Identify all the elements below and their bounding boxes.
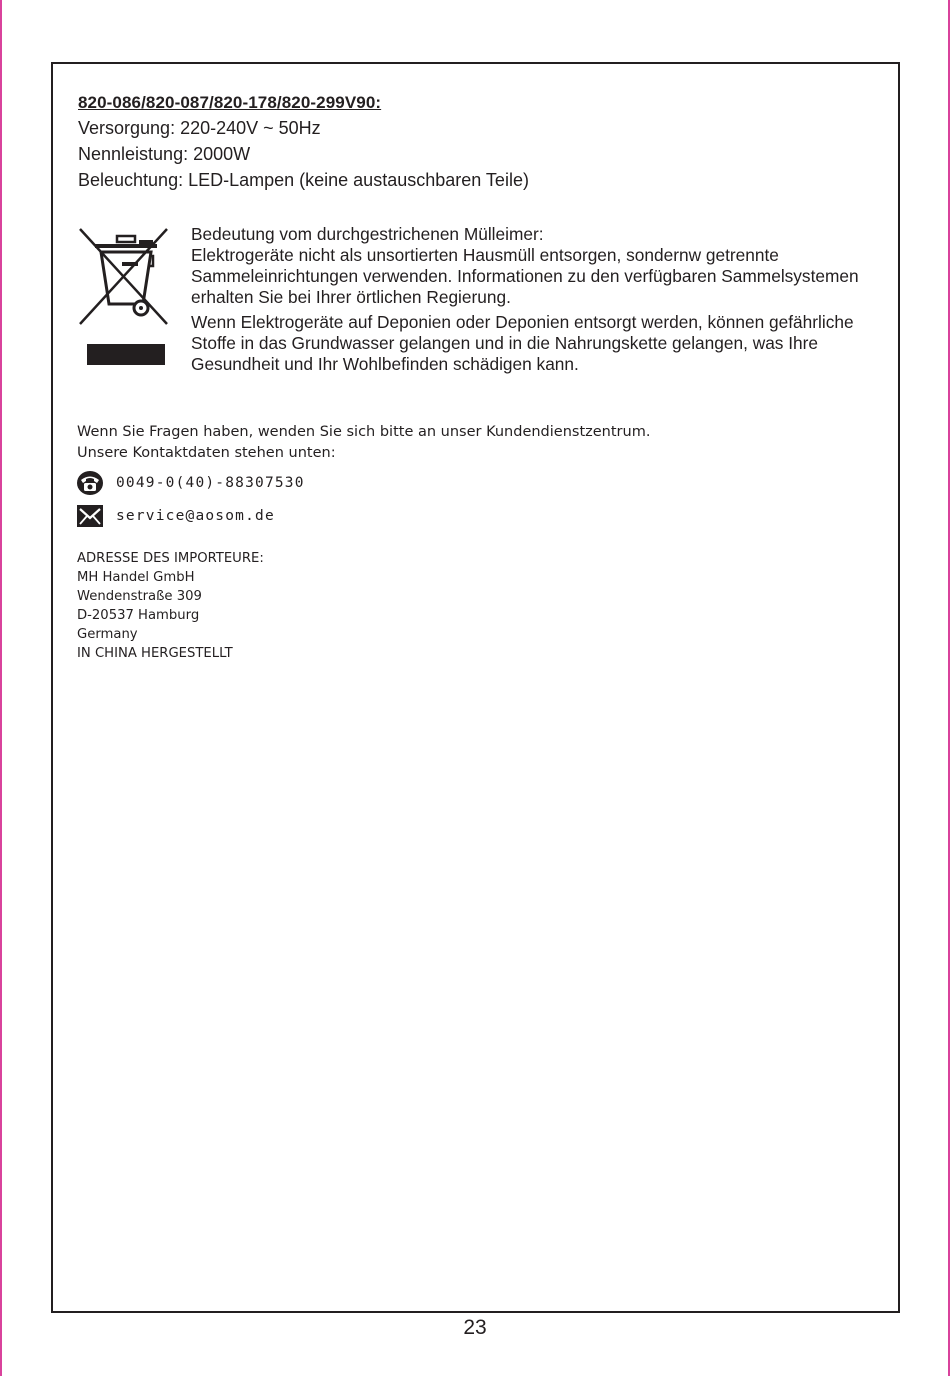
importer-heading: ADRESSE DES IMPORTEURE:: [77, 551, 264, 566]
disposal-heading: Bedeutung vom durchgestrichenen Mülleimer:: [191, 224, 544, 244]
phone-number[interactable]: 0049-0(40)-88307530: [116, 475, 305, 491]
model-numbers-heading: 820-086/820-087/820-178/820-299V90:: [78, 93, 382, 112]
email-row: [76, 503, 275, 529]
made-in-label: IN CHINA HERGESTELLT: [77, 646, 233, 661]
power-spec: Nennleistung: 2000W: [78, 144, 251, 164]
contact-line-1: Wenn Sie Fragen haben, wenden Sie sich bitte an unser Kundendienstzentrum.: [77, 424, 651, 440]
contact-intro: [77, 422, 650, 464]
disposal-paragraph-1: Elektrogeräte nicht als unsortierten Hausmüll entsorgen, sondernw getrennte Sammeleinrichtungen verwenden. Informationen zu den verfügbaren Sammelsystemen erhalten Sie bei Ihrer örtlichen Regierung.: [191, 245, 859, 307]
email-address[interactable]: service@aosom.de: [116, 508, 275, 524]
envelope-icon: [76, 503, 104, 529]
importer-street: Wendenstraße 309: [77, 589, 202, 604]
importer-city: D-20537 Hamburg: [77, 608, 200, 623]
contact-line-2: Unsere Kontaktdaten stehen unten:: [77, 445, 336, 461]
page-number: 23: [463, 1316, 487, 1339]
telephone-icon: [76, 470, 104, 496]
importer-address: [77, 549, 264, 663]
phone-row: [76, 470, 305, 496]
importer-country: Germany: [77, 627, 138, 642]
disposal-info: [191, 224, 881, 380]
disposal-paragraph-2: Wenn Elektrogeräte auf Deponien oder Deponien entsorgt werden, können gefährliche Stoffe in das Grundwasser gelangen und in die Nahrungskette gelangen, was Ihre Gesundheit und Ihr Wohlbefinden schädigen kann.: [191, 312, 854, 374]
page-edge-left: [0, 0, 2, 1376]
importer-company: MH Handel GmbH: [77, 570, 195, 585]
crossed-out-wheelie-bin-icon: [77, 226, 175, 368]
supply-spec: Versorgung: 220-240V ~ 50Hz: [78, 118, 321, 138]
lighting-spec: Beleuchtung: LED-Lampen (keine austauschbaren Teile): [78, 170, 529, 190]
